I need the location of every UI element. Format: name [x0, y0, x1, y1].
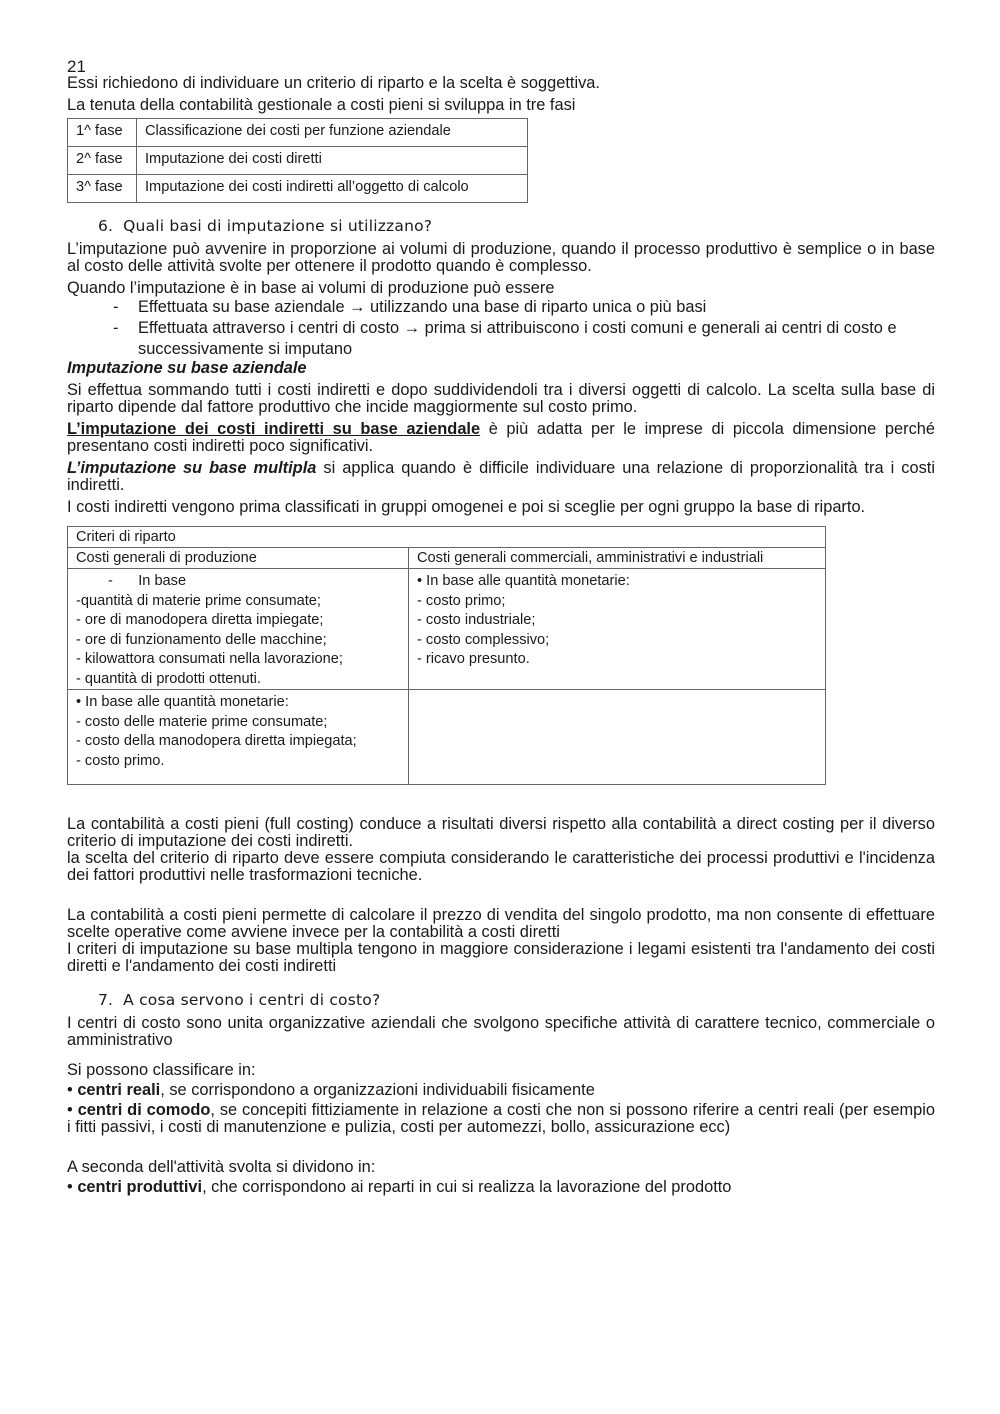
paragraph-text: si applica quando è difficile individuare una relazione di proporzionalità tra i costi indiretti. — [67, 459, 935, 494]
cell-line: - costo complessivo; — [417, 631, 550, 648]
table-row — [68, 548, 826, 569]
question-title: Quali basi di imputazione si utilizzano? — [123, 217, 433, 235]
subheading-base-aziendale: Imputazione su base aziendale — [67, 359, 307, 377]
table-cell-empty — [409, 690, 826, 785]
question-number: 6. — [98, 217, 114, 235]
term-centri-reali: centri reali — [77, 1081, 161, 1099]
cell-line: - costo delle materie prime consumate; — [76, 713, 328, 730]
list-item-text: Effettuata su base aziendale → utilizzando una base di riparto unica o più basi — [138, 298, 707, 316]
q7-item-centri-comodo — [67, 1102, 935, 1136]
cell-line: - costo primo. — [76, 752, 165, 769]
table-row — [68, 569, 826, 690]
table-title: Criteri di riparto — [68, 527, 826, 548]
intro-paragraph-1: Essi richiedono di individuare un criterio di riparto e la scelta è soggettiva. — [67, 74, 600, 92]
q6-paragraph-2: Quando l’imputazione è in base ai volumi di produzione può essere — [67, 279, 555, 297]
paragraph-text: , se corrispondono a organizzazioni individuabili fisicamente — [160, 1081, 595, 1099]
after-table-paragraph-2: la scelta del criterio di riparto deve essere compiuta considerando le caratteristiche dei processi produttivi e l'incidenza dei fattori produttivi nelle trasformazioni tecniche. — [67, 849, 935, 884]
cell-line: - ricavo presunto. — [417, 651, 530, 667]
list-item-text: Effettuata attraverso i centri di costo → prima si attribuiscono i costi comuni e generali ai centri di costo e successivamente si imputano — [138, 319, 897, 358]
phase-label: 3^ fase — [68, 175, 137, 203]
cell-line: - costo della manodopera diretta impiegata; — [76, 733, 357, 749]
phase-description: Imputazione dei costi diretti — [137, 147, 528, 175]
table-row — [68, 119, 528, 147]
spacer — [67, 884, 935, 907]
emphasis-base-aziendale: L’imputazione dei costi indiretti su base aziendale — [67, 420, 481, 438]
table-row — [68, 527, 826, 548]
phase-label: 2^ fase — [68, 147, 137, 175]
cell-line — [417, 572, 817, 592]
q7-paragraph-3: A seconda dell'attività svolta si dividono in: — [67, 1158, 376, 1176]
column-header: Costi generali di produzione — [68, 548, 409, 569]
cell-line: - kilowattora consumati nella lavorazione; — [76, 651, 343, 667]
cell-text: In base — [138, 573, 187, 589]
q6-dash-list — [67, 297, 935, 360]
cell-line: - ore di funzionamento delle macchine; — [76, 631, 327, 648]
cell-text: In base alle quantità monetarie: — [426, 573, 630, 589]
dash-marker: - — [113, 298, 119, 316]
after-table-paragraph-3: La contabilità a costi pieni permette di calcolare il prezzo di vendita del singolo prodotto, ma non consente di effettuare scelte operative come avviene invece per la contabilità a costi diretti — [67, 906, 935, 941]
cell-line: - ore di manodopera diretta impiegate; — [76, 612, 324, 628]
phase-description: Classificazione dei costi per funzione aziendale — [137, 119, 528, 147]
bullet-marker: • — [67, 1101, 73, 1119]
criteri-table — [67, 526, 826, 785]
bullet-marker: • — [76, 694, 82, 710]
column-header: Costi generali commerciali, amministrativi e industriali — [409, 548, 826, 569]
term-centri-produttivi: centri produttivi — [77, 1178, 203, 1196]
term-centri-comodo: centri di comodo — [77, 1101, 211, 1119]
paragraph-text: , che corrispondono ai reparti in cui si realizza la lavorazione del prodotto — [202, 1178, 732, 1196]
emphasis-base-multipla: L’imputazione su base multipla — [67, 459, 317, 477]
bullet-marker: • — [67, 1081, 73, 1099]
question-7-heading — [98, 991, 935, 1009]
q6-paragraph-5 — [67, 460, 935, 494]
q6-paragraph-3: Si effettua sommando tutti i costi indiretti e dopo suddividendoli tra i diversi oggetti di calcolo. La scelta sulla base di riparto dipende dal fattore produttivo che incide maggiormente sul costo primo. — [67, 381, 935, 416]
dash-marker: - — [108, 573, 113, 589]
bullet-marker: • — [417, 573, 423, 589]
cell-text: In base alle quantità monetarie: — [85, 694, 289, 710]
table-cell — [409, 569, 826, 690]
q7-item-centri-produttivi — [67, 1179, 935, 1196]
q7-paragraph-1: I centri di costo sono unita organizzative aziendali che svolgono specifiche attività di carattere tecnico, commerciale o amministrativo — [67, 1014, 935, 1049]
dash-marker: - — [113, 319, 119, 337]
phase-description: Imputazione dei costi indiretti all’oggetto di calcolo — [137, 175, 528, 203]
table-row — [68, 690, 826, 785]
page-number: 21 — [67, 57, 86, 76]
paragraph-text: è più adatta per le imprese di piccola dimensione perché presentano costi indiretti poco significativi. — [67, 420, 935, 455]
phases-table — [67, 118, 528, 203]
document-page — [67, 58, 935, 1196]
phase-label: 1^ fase — [68, 119, 137, 147]
after-table-paragraph-1: La contabilità a costi pieni (full costing) conduce a risultati diversi rispetto alla contabilità a direct costing per il diverso criterio di imputazione dei costi indiretti. — [67, 815, 935, 850]
cell-line — [76, 693, 400, 713]
after-table-paragraph-4: I criteri di imputazione su base multipla tengono in maggiore considerazione i legami esistenti tra l'andamento dei costi diretti e l'andamento dei costi indiretti — [67, 940, 935, 975]
q7-item-centri-reali — [67, 1082, 935, 1099]
cell-line: - costo industriale; — [417, 612, 536, 628]
table-row — [68, 175, 528, 203]
question-title: A cosa servono i centri di costo? — [123, 991, 381, 1009]
cell-line: - quantità di prodotti ottenuti. — [76, 670, 261, 687]
question-6-heading — [98, 217, 935, 235]
q7-paragraph-2: Si possono classificare in: — [67, 1061, 256, 1079]
cell-line: - costo primo; — [417, 592, 506, 609]
list-item — [113, 318, 935, 360]
q6-paragraph-6: I costi indiretti vengono prima classificati in gruppi omogenei e poi si sceglie per ogni gruppo la base di riparto. — [67, 498, 866, 516]
table-cell — [68, 569, 409, 690]
table-row — [68, 147, 528, 175]
intro-paragraph-2: La tenuta della contabilità gestionale a costi pieni si sviluppa in tre fasi — [67, 96, 576, 114]
table-cell — [68, 690, 409, 785]
q6-paragraph-4 — [67, 421, 935, 455]
bullet-marker: • — [67, 1178, 73, 1196]
paragraph-text: , se concepiti fittiziamente in relazione a costi che non si possono riferire a centri reali (per esempio i fitti passivi, i costi di manutenzione e pulizia, costi per automezzi, bollo, assicurazione ecc) — [67, 1101, 935, 1136]
spacer — [67, 1136, 935, 1159]
cell-line — [76, 572, 400, 592]
list-item — [113, 297, 935, 318]
question-number: 7. — [98, 991, 114, 1009]
cell-line: -quantità di materie prime consumate; — [76, 592, 321, 609]
q6-paragraph-1: L’imputazione può avvenire in proporzione ai volumi di produzione, quando il processo produttivo è semplice o in base al costo delle attività svolte per ottenere il prodotto quando è complesso. — [67, 240, 935, 275]
